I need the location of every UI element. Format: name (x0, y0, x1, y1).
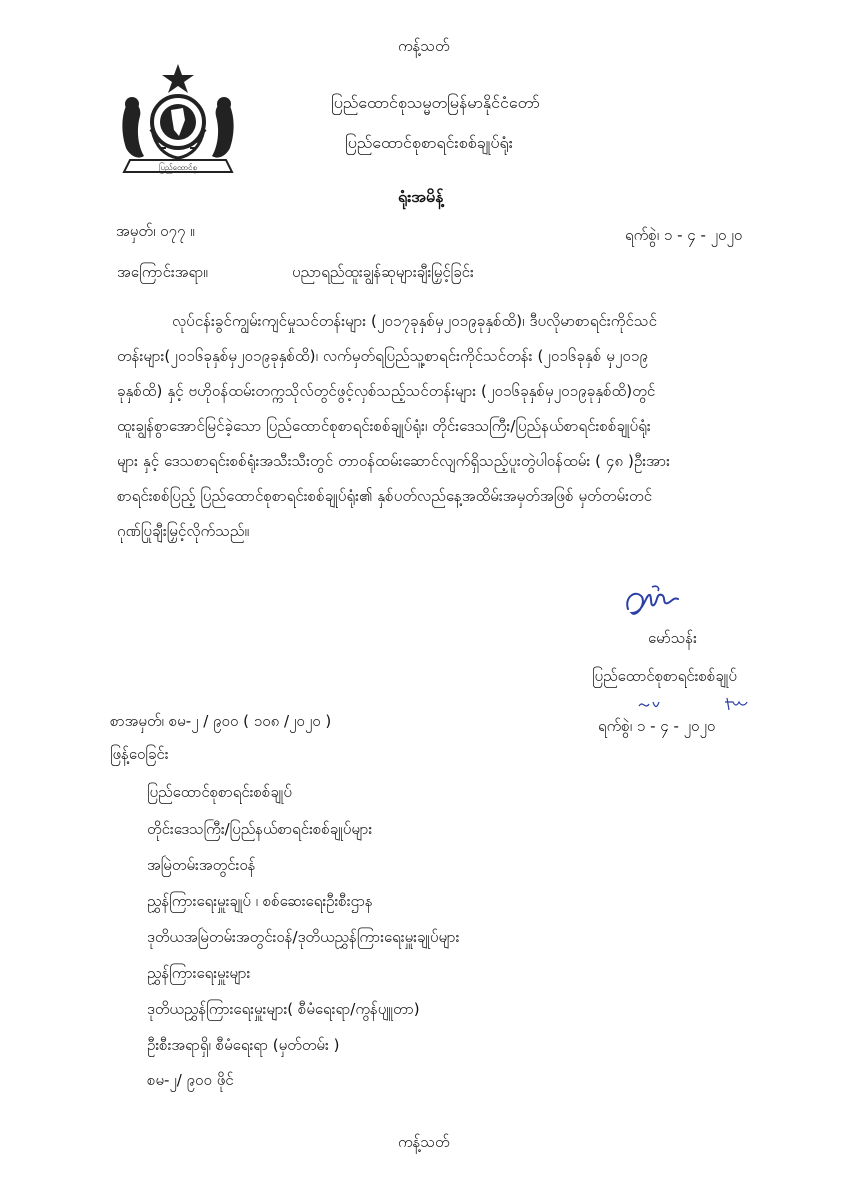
classification-bottom: ကန့်သတ် (398, 1133, 450, 1151)
body-line: ဂုဏ်ပြုချီးမြှင့်လိုက်သည်။ (117, 522, 250, 540)
issuer-line-1: ပြည်ထောင်စုသမ္မတမြန်မာနိုင်ငံတော် (331, 93, 540, 112)
handwritten-initials (635, 694, 755, 716)
body-line: များ နှင့် ဒေသစာရင်းစစ်ရုံးအသီးသီးတွင် တာဝန်ထမ်းဆောင်လျက်ရှိသည့်ပူးတွဲပါဝန်ထမ်း ( ၄၈ )ဦးအား (117, 452, 671, 470)
signatory-name: မော်သန်း (648, 629, 697, 647)
order-number: အမှတ်၊ ၀၇၇ ။ (116, 222, 195, 240)
emblem-ribbon-text: ပြည်ထောင်စု (159, 163, 197, 172)
body-line: စာရင်းစစ်ပြည့် ပြည်ထောင်စုစာရင်းစစ်ချုပ်ရုံး၏ နှစ်ပတ်လည်နေ့အထိမ်းအမှတ်အဖြစ် မှတ်တမ်းတင် (117, 487, 653, 505)
order-date: ရက်စွဲ၊ ၁ - ၄ - ၂၀၂၀ (625, 226, 743, 244)
subject-label: အကြောင်းအရာ။ (117, 263, 208, 281)
distribution-item: ပြည်ထောင်စုစာရင်းစစ်ချုပ် (147, 783, 292, 801)
state-seal-emblem (108, 60, 248, 178)
issuer-line-2: ပြည်ထောင်စုစာရင်းစစ်ချုပ်ရုံး (345, 133, 513, 152)
subject-text: ပညာရည်ထူးချွန်ဆုများချီးမြှင့်ခြင်း (292, 263, 474, 281)
classification-top: ကန့်သတ် (398, 37, 450, 55)
body-line: တန်းများ(၂၀၁၆ခုနှစ်မှ၂၀၁၉ခုနှစ်ထိ)၊ လက်မှတ်ရပြည်သူ့စာရင်းကိုင်သင်တန်း (၂၀၁၆ခုနှစ် မှ၂၀၁၉ (117, 347, 649, 365)
distribution-item: တိုင်းဒေသကြီး/ပြည်နယ်စာရင်းစစ်ချုပ်များ (147, 820, 373, 838)
signatory-title: ပြည်ထောင်စုစာရင်းစစ်ချုပ် (592, 667, 737, 685)
distribution-item: ဒုတိယအမြဲတမ်းအတွင်းဝန်/ဒုတိယညွှန်ကြားရေးမှူးချုပ်များ (147, 928, 460, 946)
distribution-item: ညွှန်ကြားရေးမှူးများ (147, 964, 251, 982)
memo-date: ရက်စွဲ၊ ၁ - ၄ - ၂၀၂၀ (598, 717, 716, 735)
distribution-label: ဖြန့်ဝေခြင်း (110, 745, 169, 763)
memo-reference: စာအမှတ်၊ စမ-၂ / ၉၀၀ ( ၁၀၈ /၂၀၂၀ ) (110, 712, 332, 730)
distribution-item: စမ-၂/ ၉၀၀ ဖိုင် (147, 1071, 234, 1089)
document-type: ရုံးအမိန့် (398, 187, 444, 206)
body-line: ထူးချွန်စွာအောင်မြင်ခဲ့သော ပြည်ထောင်စုစာရင်းစစ်ချုပ်ရုံး၊ တိုင်းဒေသကြီး/ပြည်နယ်စာရင်းစစ်ချုပ်ရုံး (117, 417, 651, 435)
distribution-item: ဒုတိယညွှန်ကြားရေးမှူးများ( စီမံရေးရာ/ကွန်ပျူတာ) (147, 1000, 420, 1018)
distribution-item: အမြဲတမ်းအတွင်းဝန် (147, 856, 256, 874)
body-line: ခုနှစ်ထိ) နှင့် ဗဟိုဝန်ထမ်းတက္ကသိုလ်တွင်ဖွင့်လှစ်သည့်သင်တန်းများ (၂၀၁၆ခုနှစ်မှ၂၀၁၉ခုနှစ်ထိ)တွင် (117, 382, 656, 400)
distribution-item: ညွှန်ကြားရေးမှူးချုပ် ၊ စစ်ဆေးရေးဦးစီးဌာန (147, 892, 373, 910)
distribution-item: ဦးစီးအရာရှိ၊ စီမံရေးရာ (မှတ်တမ်း ) (147, 1036, 340, 1054)
handwritten-signature (622, 583, 682, 627)
body-line: လုပ်ငန်းခွင်ကျွမ်းကျင်မှုသင်တန်းများ (၂၀၁၇ခုနှစ်မှ၂၀၁၉ခုနှစ်ထိ)၊ ဒီပလိုမာစာရင်းကိုင်သင် (172, 312, 657, 330)
